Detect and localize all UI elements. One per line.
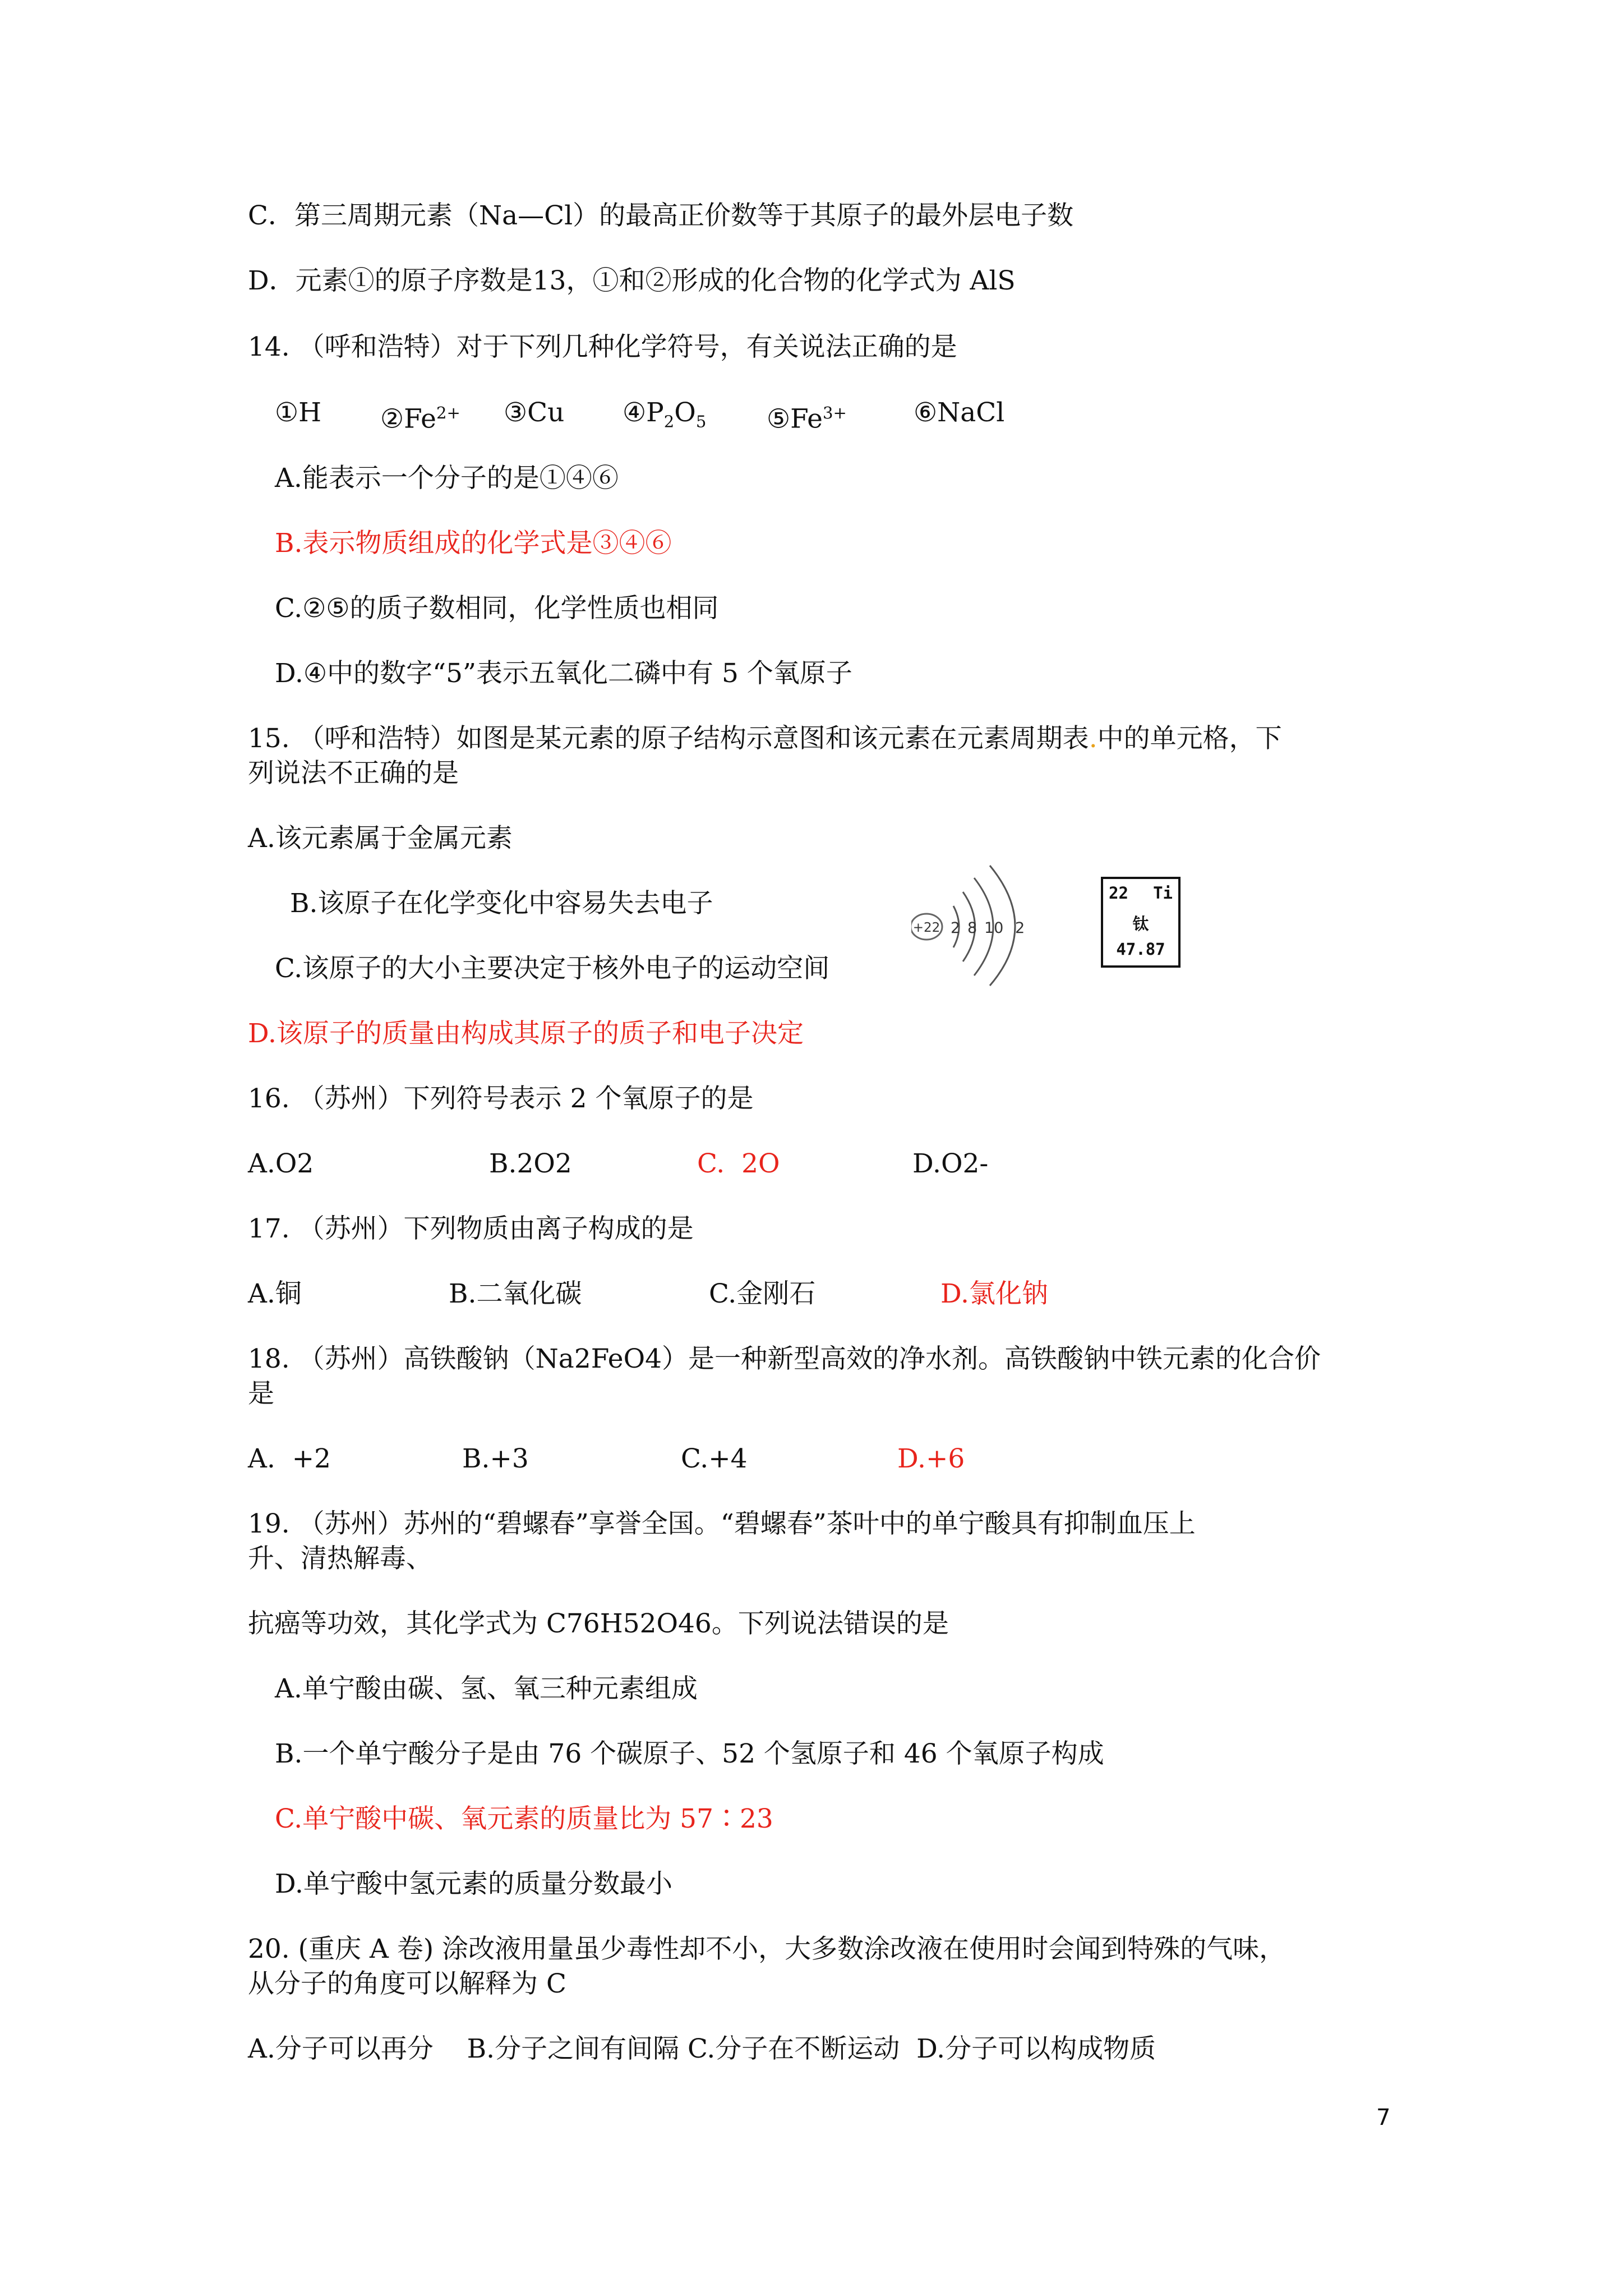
q16-option-c-answer: C. 2O [697, 1148, 780, 1179]
q18-option-c: C.+4 [681, 1443, 748, 1474]
q15-stem-line2: 列说法不正确的是 [248, 758, 459, 789]
q17-option-c: C.金刚石 [709, 1278, 816, 1309]
q18-option-b: B.+3 [462, 1443, 529, 1474]
q14-stem: 14. （呼和浩特）对于下列几种化学符号，有关说法正确的是 [248, 332, 957, 362]
q17-option-d-answer: D.氯化钠 [940, 1278, 1048, 1309]
q20-options: A.分子可以再分 B.分子之间有间隔 C.分子在不断运动 D.分子可以构成物质 [248, 2033, 1156, 2064]
element-name: 钛 [1132, 914, 1149, 933]
q17-option-a: A.铜 [248, 1278, 302, 1309]
q19-stem-line3: 抗癌等功效，其化学式为 C76H52O46。下列说法错误的是 [248, 1608, 949, 1639]
q17-option-b: B.二氧化碳 [449, 1278, 582, 1309]
q19-stem-line1: 19. （苏州）苏州的“碧螺春”享誉全国。“碧螺春”茶叶中的单宁酸具有抑制血压上 [248, 1508, 1196, 1539]
symbol-5: $⑤Fe^{3+}$ [767, 403, 847, 435]
q14-option-b-answer: B.表示物质组成的化学式是③④⑥ [275, 528, 672, 559]
q19-option-c-answer: C.单宁酸中碳、氧元素的质量比为 57∶23 [275, 1803, 773, 1834]
shell-count-4: 2 [1015, 919, 1025, 937]
q15-option-a: A.该元素属于金属元素 [248, 823, 513, 854]
symbol-3: ③Cu [504, 397, 565, 428]
symbol-4: $④P_2O_5$ [623, 397, 707, 431]
q15-option-b: B.该原子在化学变化中容易失去电子 [290, 888, 713, 919]
q15-option-c: C.该原子的大小主要决定于核外电子的运动空间 [275, 953, 830, 984]
q19-option-b: B.一个单宁酸分子是由 76 个碳原子、52 个氢原子和 46 个氧原子构成 [275, 1738, 1104, 1769]
q20-stem-line2: 从分子的角度可以解释为 C [248, 1968, 566, 1999]
element-symbol: Ti [1153, 884, 1173, 903]
atom-structure-diagram [911, 861, 1063, 987]
q16-stem: 16. （苏州）下列符号表示 2 个氧原子的是 [248, 1083, 754, 1114]
symbol-2: $②Fe^{2+}$ [380, 403, 460, 435]
symbol-6: ⑥NaCl [914, 397, 1005, 428]
q18-stem-line1: 18. （苏州）高铁酸钠（Na2FeO4）是一种新型高效的净水剂。高铁酸钠中铁元素的化合价 [248, 1343, 1321, 1374]
q20-stem-line1: 20. (重庆 A 卷) 涂改液用量虽少毒性却不小，大多数涂改液在使用时会闻到特殊的气味， [248, 1934, 1286, 1964]
q15-option-d-answer: D.该原子的质量由构成其原子的质子和电子决定 [248, 1018, 804, 1049]
q16-option-b: B.2O2 [489, 1148, 572, 1179]
q19-stem-line2: 升、清热解毒、 [248, 1543, 432, 1574]
symbol-1: ①H [275, 397, 322, 428]
shell-count-1: 2 [951, 919, 961, 937]
q18-option-a: A. +2 [248, 1443, 331, 1474]
q19-option-d: D.单宁酸中氢元素的质量分数最小 [275, 1869, 672, 1899]
q14-option-d: D.④中的数字“5”表示五氧化二磷中有 5 个氧原子 [275, 658, 852, 689]
q16-option-d: D.O2- [912, 1148, 989, 1179]
periodic-table-cell [1101, 877, 1181, 968]
q19-option-a: A.单宁酸由碳、氢、氧三种元素组成 [275, 1673, 698, 1704]
q16-option-a: A.O2 [248, 1148, 314, 1179]
q14-option-c: C.②⑤的质子数相同，化学性质也相同 [275, 593, 719, 624]
shell-count-3: 10 [984, 919, 1004, 937]
page-number: 7 [1376, 2105, 1391, 2131]
q13-option-d: D．元素①的原子序数是13，①和②形成的化合物的化学式为 AlS [248, 265, 1016, 296]
q17-stem: 17. （苏州）下列物质由离子构成的是 [248, 1213, 694, 1244]
atomic-number: 22 [1109, 884, 1128, 903]
q14-option-a: A.能表示一个分子的是①④⑥ [275, 463, 619, 494]
nucleus-charge: +22 [912, 921, 940, 935]
q18-option-d-answer: D.+6 [897, 1443, 965, 1474]
q18-stem-line2: 是 [248, 1378, 274, 1409]
atomic-mass: 47.87 [1116, 940, 1165, 959]
q13-option-c: C．第三周期元素（Na—Cl）的最高正价数等于其原子的最外层电子数 [248, 200, 1074, 231]
q15-stem-line1: 15. （呼和浩特）如图是某元素的原子结构示意图和该元素在元素周期表.中的单元格，下 [248, 723, 1282, 754]
shell-count-2: 8 [967, 919, 978, 937]
